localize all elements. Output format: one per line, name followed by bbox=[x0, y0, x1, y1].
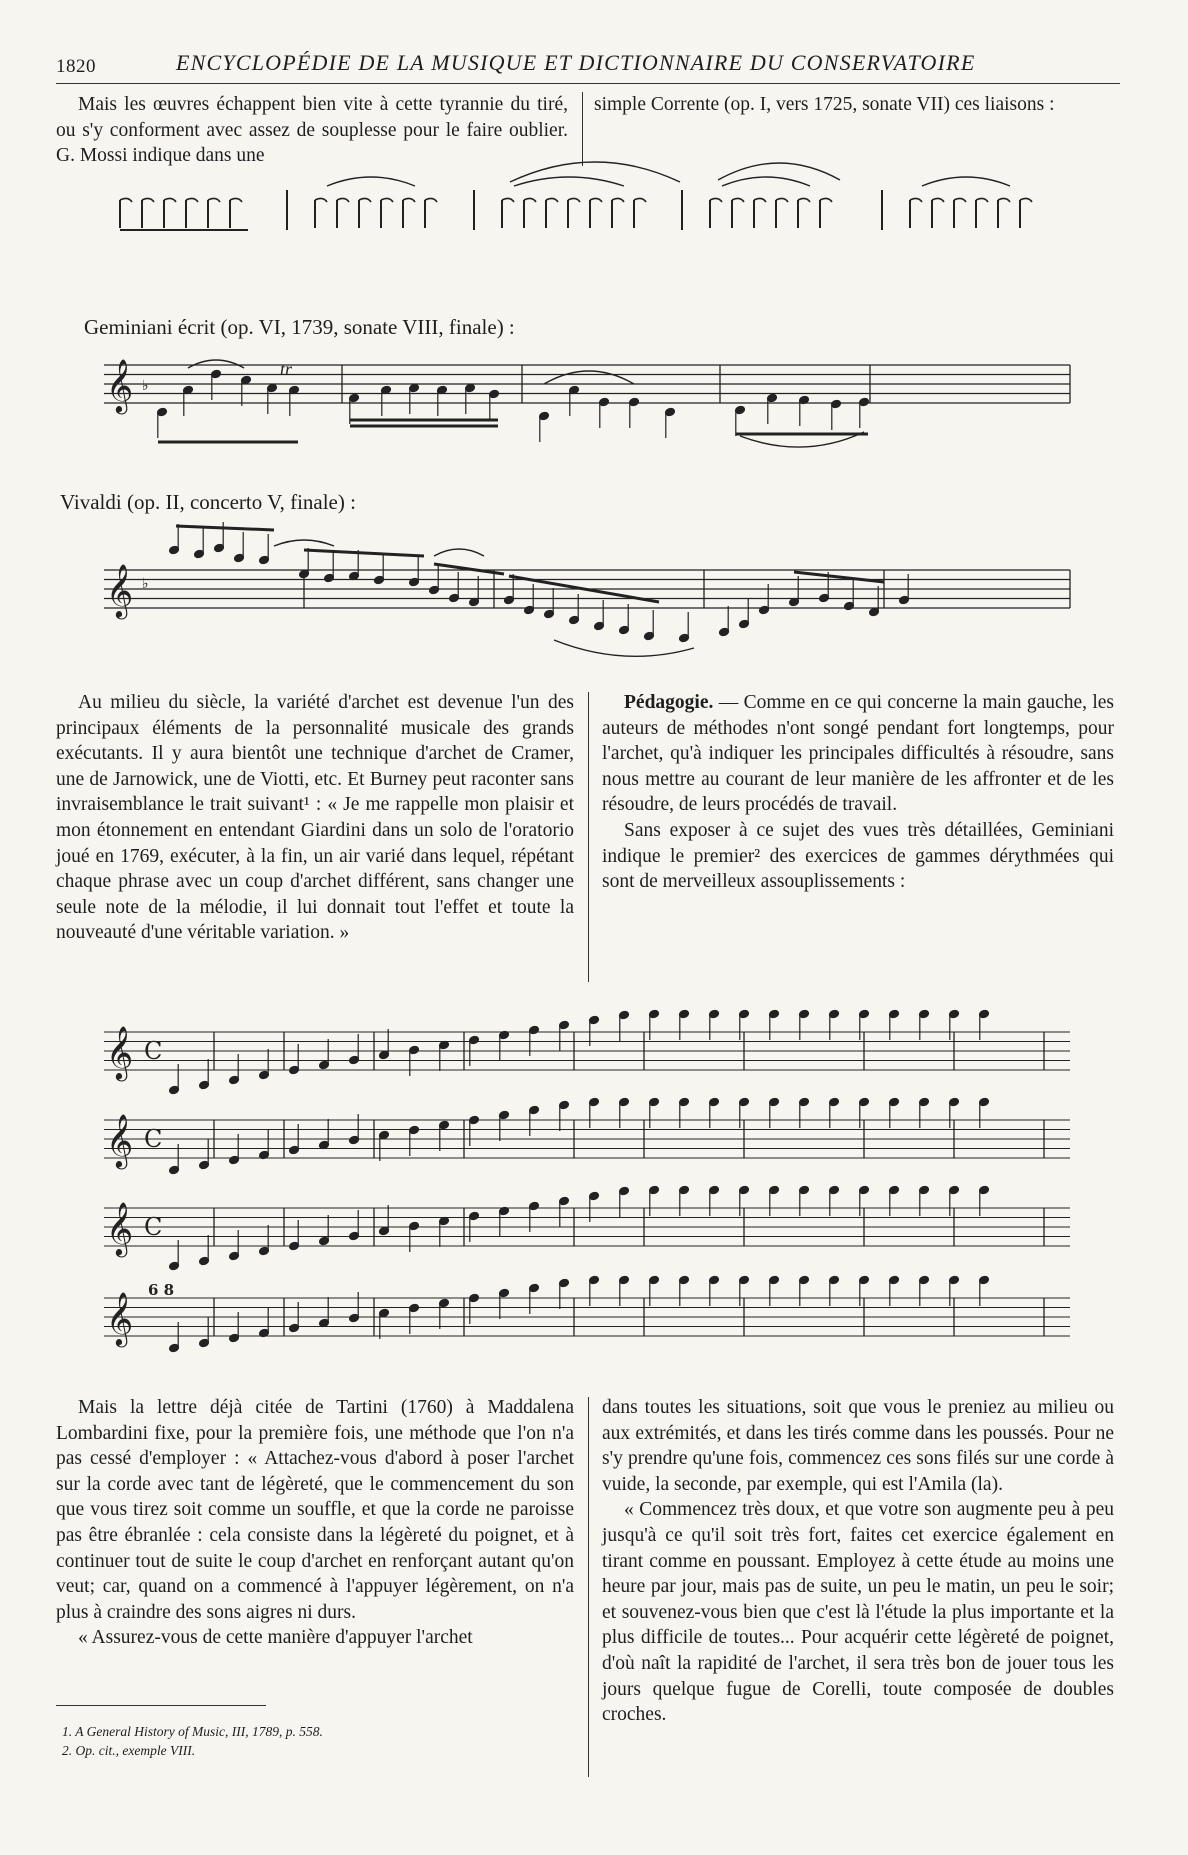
middle-right-column bbox=[602, 690, 1114, 895]
scale-exercises bbox=[104, 1010, 1074, 1350]
paragraph-tartini: Mais la lettre déjà citée de Tartini (1760) à Maddalena Lombardini fixe, pour la première fois, une méthode que l'on n'a pas cessé d'employer : « Attachez-vous d'abord à poser l'archet sur la corde avec tant de légèreté, que le commencement du son que vous tirez soit comme un souffle, et que la corde ne paroisse pas être ébranlée : cela consiste dans la légèreté du poignet, et à continuer tout de suite le coup d'archet en renforçant autant qu'on veut; car, quand on a commencé à l'appuyer légèrement, on n'a plus à craindre des sons aigres ni durs. bbox=[56, 1397, 574, 1623]
column-rule-middle bbox=[588, 692, 589, 982]
page-number: 1820 bbox=[56, 56, 96, 77]
paragraph-corrente: simple Corrente (op. I, vers 1725, sonate VII) ces liaisons : bbox=[594, 94, 1055, 115]
middle-left-column bbox=[56, 690, 574, 946]
footnotes bbox=[62, 1722, 562, 1760]
svg-text:𝄞: 𝄞 bbox=[106, 1113, 134, 1167]
caption-vivaldi: Vivaldi (op. II, concerto V, finale) : bbox=[60, 490, 356, 514]
footnote-2: 2. Op. cit., exemple VIII. bbox=[62, 1743, 196, 1758]
paragraph-sons-files: dans toutes les situations, soit que vous le preniez au milieu ou aux extrémités, et dans les tirés comme dans les poussés. Pour ne s'y prendre qu'une fois, commencez ces sons filés sur une corde à vuide, la seconde, par exemple, qui est l'Amila (la). bbox=[602, 1397, 1114, 1495]
footnote-rule bbox=[56, 1705, 266, 1706]
running-title: ENCYCLOPÉDIE DE LA MUSIQUE ET DICTIONNAIRE DU CONSERVATOIRE bbox=[176, 50, 976, 75]
column-rule-bottom bbox=[588, 1397, 589, 1777]
bottom-left-column bbox=[56, 1395, 574, 1651]
time-signature: 6 8 bbox=[148, 1281, 175, 1299]
footnote-1: 1. A General History of Music, III, 1789, p. 558. bbox=[62, 1724, 323, 1739]
section-heading-pedagogie: Pédagogie. bbox=[624, 692, 714, 713]
svg-text:𝄞: 𝄞 bbox=[106, 1025, 134, 1079]
bottom-right-column bbox=[602, 1395, 1114, 1728]
header-rule bbox=[56, 83, 1120, 84]
paragraph-geminiani-scales: Sans exposer à ce sujet des vues très détaillées, Geminiani indique le premier² des exercices de gammes dérythmées qui sont de merveilleux assouplissements : bbox=[602, 819, 1114, 893]
svg-text:𝄞: 𝄞 bbox=[106, 563, 134, 617]
paragraph-pedagogie: — Comme en ce qui concerne la main gauche, les auteurs de méthodes n'ont songé pendant fort longtemps, pour l'archet, qu'à indiquer les principales difficultés à résoudre, sans nous mettre au courant de leur manière de les affronter et de les résoudre, de leurs procédés de travail. bbox=[602, 692, 1114, 816]
svg-text:C: C bbox=[144, 1213, 163, 1241]
paragraph-burney: Au milieu du siècle, la variété d'archet est devenue l'un des principaux éléments de la personnalité musicale des grands exécutants. Il y aura bientôt une technique d'archet de Cramer, une de Jarnowick, une de Viotti, etc. Et Burney peut raconter sans invraisemblance le trait suivant¹ : « Je me rappelle mon plaisir et mon étonnement en entendant Giardini dans un solo de l'oratorio joué en 1769, exécuter, à la fin, un air varié dans lequel, répétant chaque phrase avec un coup d'archet différent, sans changer une seule note de la mélodie, il lui donnait tout l'effet et toute la nouveauté d'une véritable variation. » bbox=[56, 692, 574, 944]
svg-text:𝄞: 𝄞 bbox=[106, 358, 134, 412]
paragraph-commencez: « Commencez très doux, et que votre son augmente peu à peu jusqu'à ce qu'il soit très fort, faites cet exercice également en tirant comme en poussant. Employez à cette étude au moins une heure par jour, mais pas de suite, un peu le matin, un peu le soir; et souvenez-vous bien que c'est là l'étude la plus importante et la plus difficile de toutes... Pour acquérir cette légèreté de poignet, d'où naît la rapidité de l'archet, il sera très bon de jouer tous les jours quelque fugue de Corelli, toute composée de doubles croches. bbox=[602, 1499, 1114, 1726]
svg-text:𝄞: 𝄞 bbox=[106, 1201, 134, 1255]
flat-key-signature: ♭ bbox=[142, 378, 149, 394]
top-right-paragraph bbox=[594, 92, 1108, 118]
svg-text:C: C bbox=[144, 1037, 163, 1065]
svg-text:C: C bbox=[144, 1125, 163, 1153]
column-rule-top bbox=[582, 92, 583, 166]
mossi-rhythm-example bbox=[120, 170, 1050, 270]
svg-text:𝄞: 𝄞 bbox=[106, 1291, 134, 1345]
top-left-paragraph bbox=[56, 92, 568, 169]
trill-mark: tr bbox=[280, 359, 293, 379]
paragraph-mossi: Mais les œuvres échappent bien vite à cette tyrannie du tiré, ou s'y conforment avec assez de souplesse pour le faire oublier. G. Mossi indique dans une bbox=[56, 94, 568, 167]
page-header bbox=[56, 50, 1120, 80]
flat-key-signature: ♭ bbox=[142, 576, 149, 592]
caption-geminiani: Geminiani écrit (op. VI, 1739, sonate VIII, finale) : bbox=[84, 315, 515, 339]
paragraph-assurez-vous: « Assurez-vous de cette manière d'appuyer l'archet bbox=[78, 1627, 473, 1649]
vivaldi-staff bbox=[104, 540, 1074, 660]
geminiani-staff bbox=[104, 350, 1074, 460]
